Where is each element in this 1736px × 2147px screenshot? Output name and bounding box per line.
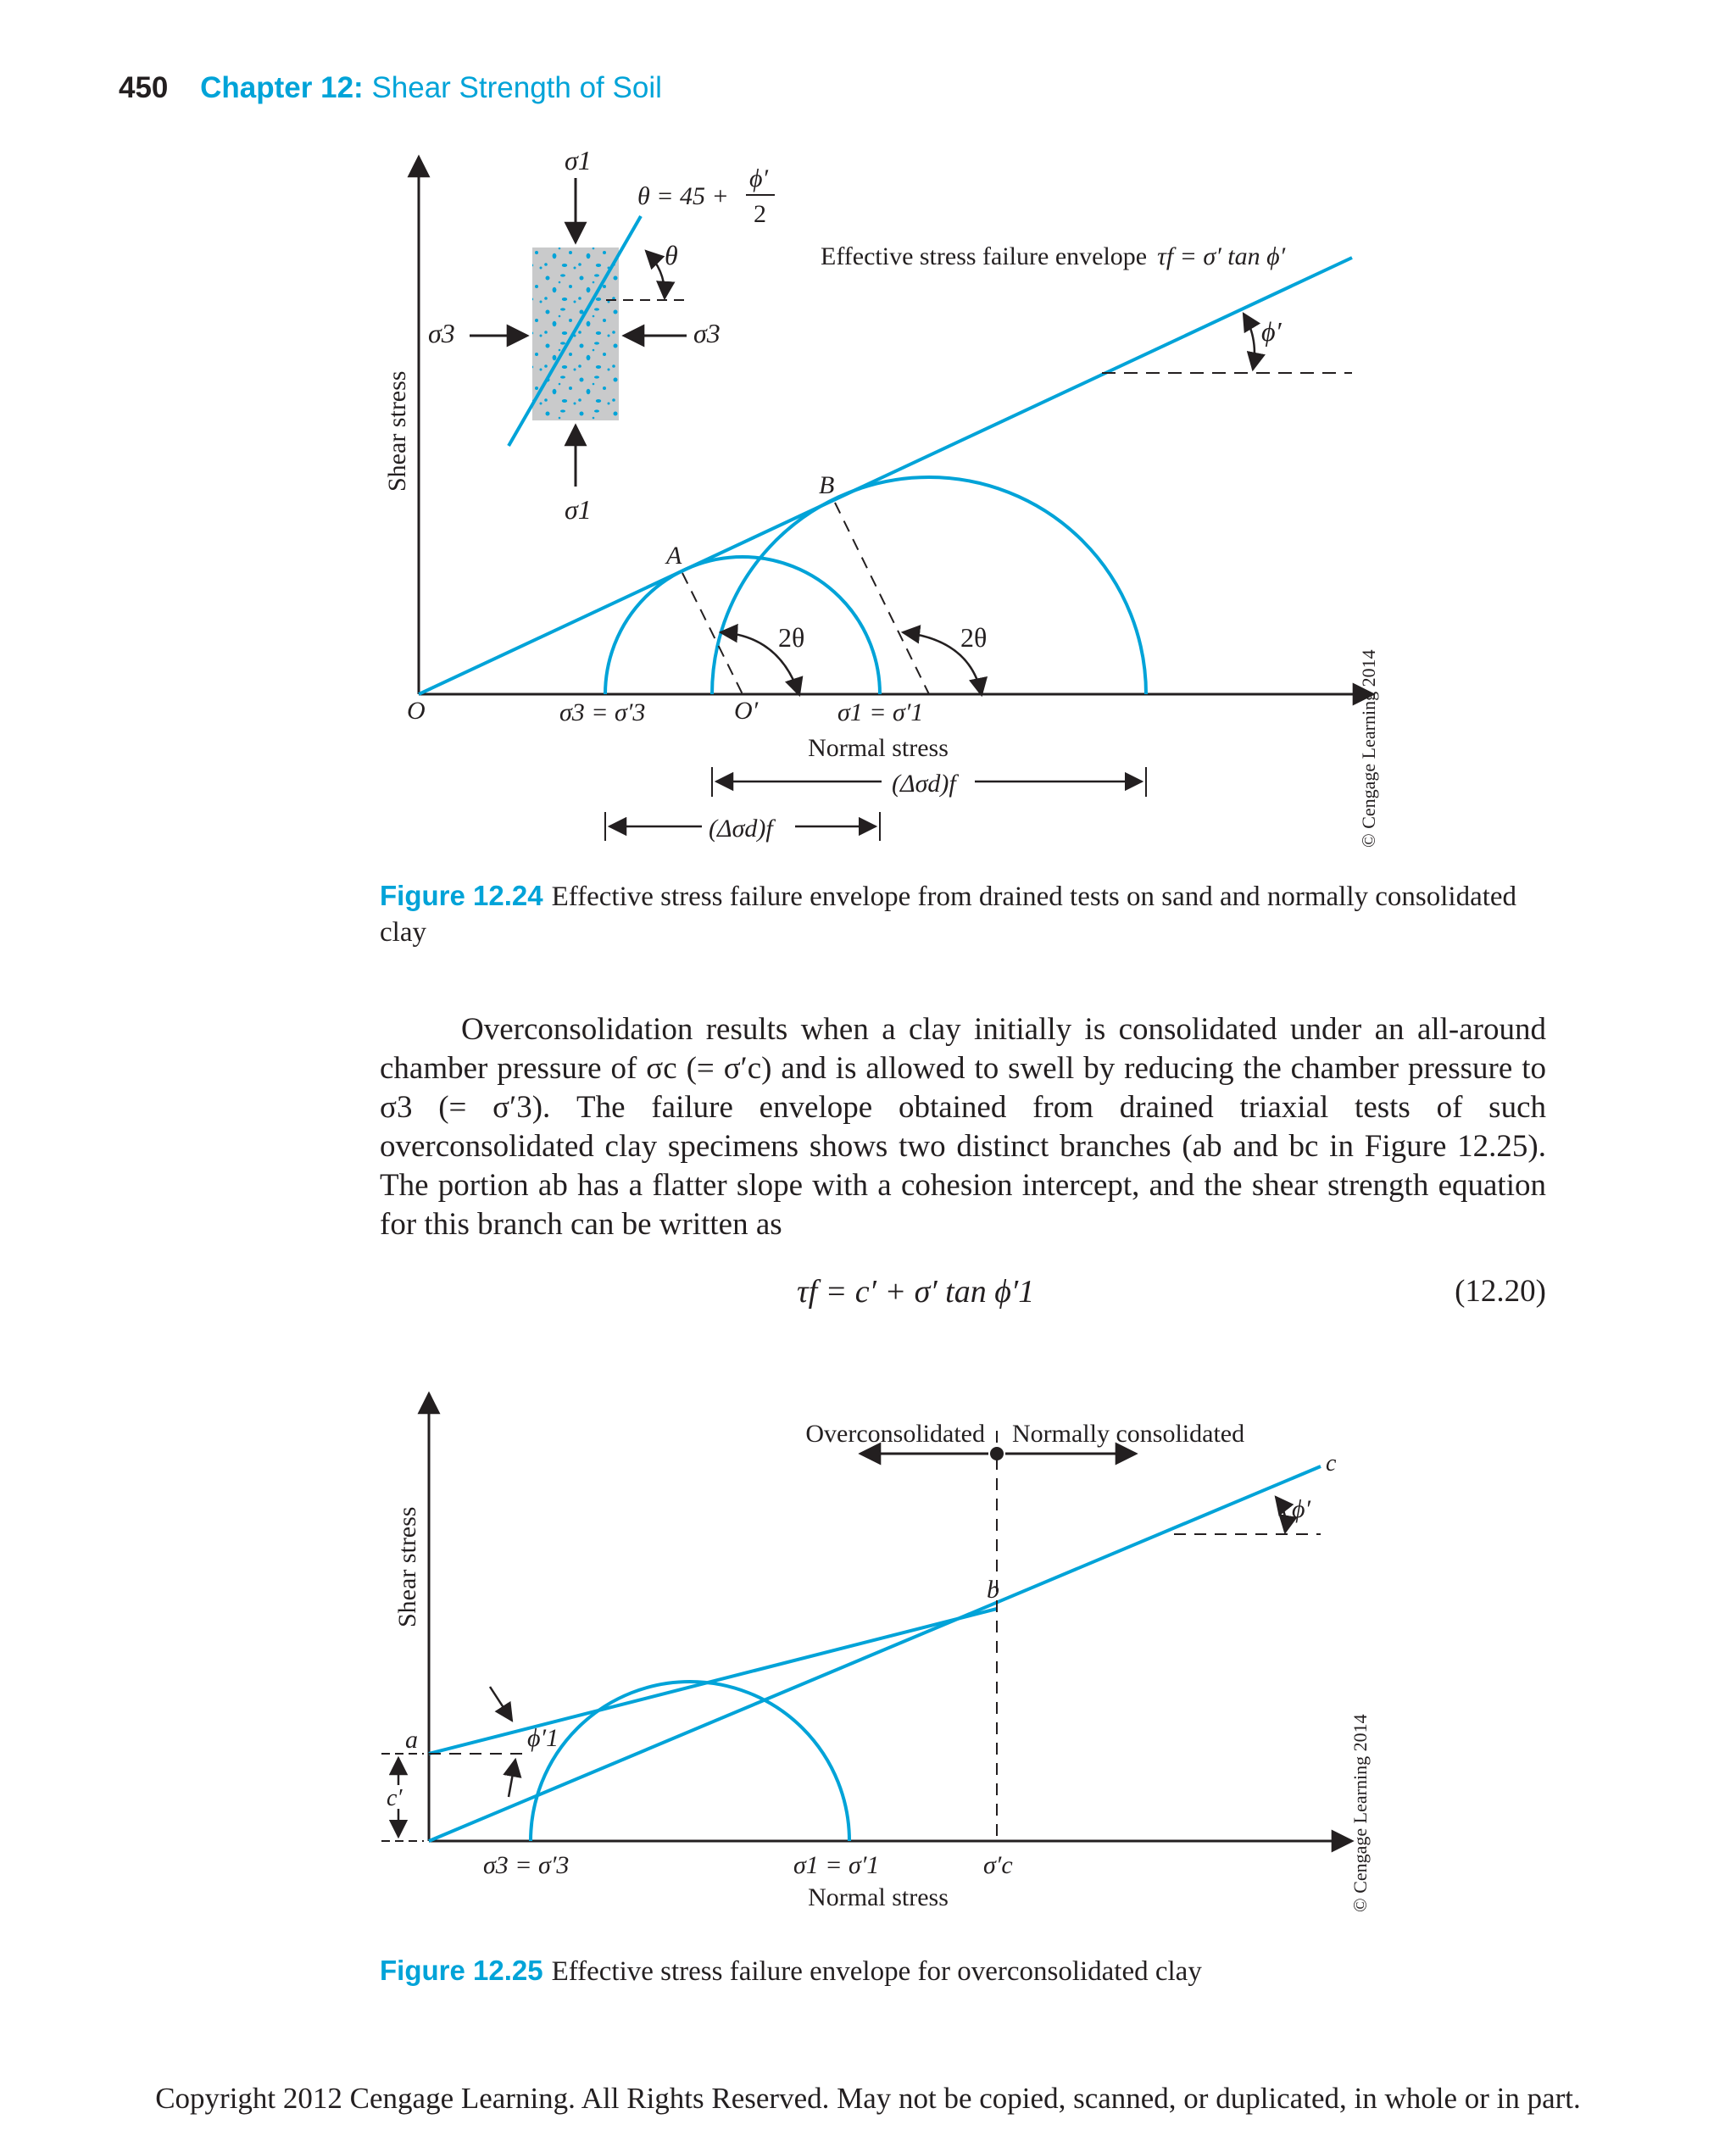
equation: τf = c′ + σ′ tan ϕ′1 <box>797 1274 1035 1310</box>
phi-arc <box>1276 1497 1286 1532</box>
copyright-footer: Copyright 2012 Cengage Learning. All Rights Reserved. May not be copied, scanned, or duplicated, in whole or in part. <box>155 2082 1581 2115</box>
sigma1-top-label: σ1 <box>565 145 592 175</box>
two-theta-label-2: 2θ <box>960 622 988 653</box>
caption-label: Figure 12.24 <box>380 880 543 911</box>
mohr-circle <box>531 1682 849 1841</box>
phi1-arrow-bottom <box>509 1760 515 1797</box>
figure-12-24-caption <box>380 878 1550 950</box>
center-label: O′ <box>734 697 759 725</box>
theta-label: θ <box>665 240 678 270</box>
theta-arc <box>646 251 665 298</box>
theta-equation: θ = 45 + <box>637 182 729 210</box>
chapter-title: Shear Strength of Soil <box>371 71 662 104</box>
figure2-copyright: © Cengage Learning 2014 <box>1349 1714 1371 1912</box>
normally-consolidated-label: Normally consolidated <box>1012 1420 1245 1448</box>
overconsolidated-label: Overconsolidated <box>805 1420 985 1448</box>
phi-label: ϕ′ <box>1261 316 1282 347</box>
x-axis-label: Normal stress <box>808 1883 949 1911</box>
sigma1-eq-label: σ1 = σ′1 <box>837 698 924 726</box>
delta-sigma-large: (Δσd)f <box>892 770 956 798</box>
origin-label: O <box>407 697 426 725</box>
envelope-ab <box>429 1609 997 1754</box>
chapter-label: Chapter 12: <box>200 71 364 104</box>
theta-eq-denominator: 2 <box>754 200 766 228</box>
c-prime-label: c′ <box>387 1785 403 1811</box>
envelope-bc <box>429 1466 1321 1841</box>
mohr-circle-small <box>605 557 880 694</box>
phi-arc <box>1244 314 1255 370</box>
envelope-label: Effective stress failure envelope τf = σ′ tan ϕ′ <box>821 242 1286 270</box>
figure-12-25 <box>0 1373 1736 1966</box>
y-axis-label: Shear stress <box>383 370 411 492</box>
point-a-label: A <box>666 542 682 570</box>
caption-label: Figure 12.25 <box>380 1955 543 1986</box>
sigma1-bottom-label: σ1 <box>565 494 592 525</box>
point-b-label: b <box>987 1576 999 1604</box>
theta-eq-numerator: ϕ′ <box>749 164 769 192</box>
delta-sigma-small: (Δσd)f <box>709 815 773 843</box>
equation-number: (12.20) <box>1455 1274 1546 1309</box>
point-a-label: a <box>405 1726 418 1754</box>
x-axis-label: Normal stress <box>808 734 949 762</box>
phi1-label: ϕ′1 <box>527 1724 559 1752</box>
body-paragraph: Overconsolidation results when a clay initially is consolidated under an all-around chamber pressure of σc (= σ′c) and is allowed to swell by reducing the chamber pressure to σ3 (= σ′3). The failure envelope obtained from drained triaxial tests of such overconsolidated clay specimens shows two distinct branches (ab and bc in Figure 12.25). The portion ab has a flatter slope with a cohesion intercept, and the shear strength equation for this branch can be written as <box>380 1012 1546 1242</box>
sigma-c-label: σ′c <box>983 1851 1013 1879</box>
point-b-label: B <box>819 471 835 499</box>
figure-12-24 <box>0 0 1736 915</box>
radius-b <box>835 503 929 694</box>
figure1-copyright: © Cengage Learning 2014 <box>1358 649 1379 848</box>
sigma3-left-label: σ3 <box>428 318 455 348</box>
phi-label: ϕ′ <box>1292 1495 1311 1523</box>
y-axis-label: Shear stress <box>393 1506 421 1627</box>
sigma1-eq-label: σ1 = σ′1 <box>793 1851 880 1879</box>
caption-text: Effective stress failure envelope for overconsolidated clay <box>551 1956 1202 1987</box>
point-c-label: c <box>1326 1450 1337 1477</box>
mohr-circle-large <box>712 477 1146 694</box>
sigma3-eq-label: σ3 = σ′3 <box>483 1851 570 1879</box>
caption-text: Effective stress failure envelope from drained tests on sand and normally consolidated clay <box>380 882 1517 948</box>
figure-12-25-caption <box>380 1953 1550 1989</box>
soil-specimen <box>532 248 619 420</box>
sigma3-right-label: σ3 <box>693 318 721 348</box>
two-theta-label-1: 2θ <box>778 622 805 653</box>
page-number: 450 <box>119 71 169 104</box>
phi1-arrow-top <box>490 1687 512 1721</box>
sigma3-eq-label: σ3 = σ′3 <box>559 698 646 726</box>
